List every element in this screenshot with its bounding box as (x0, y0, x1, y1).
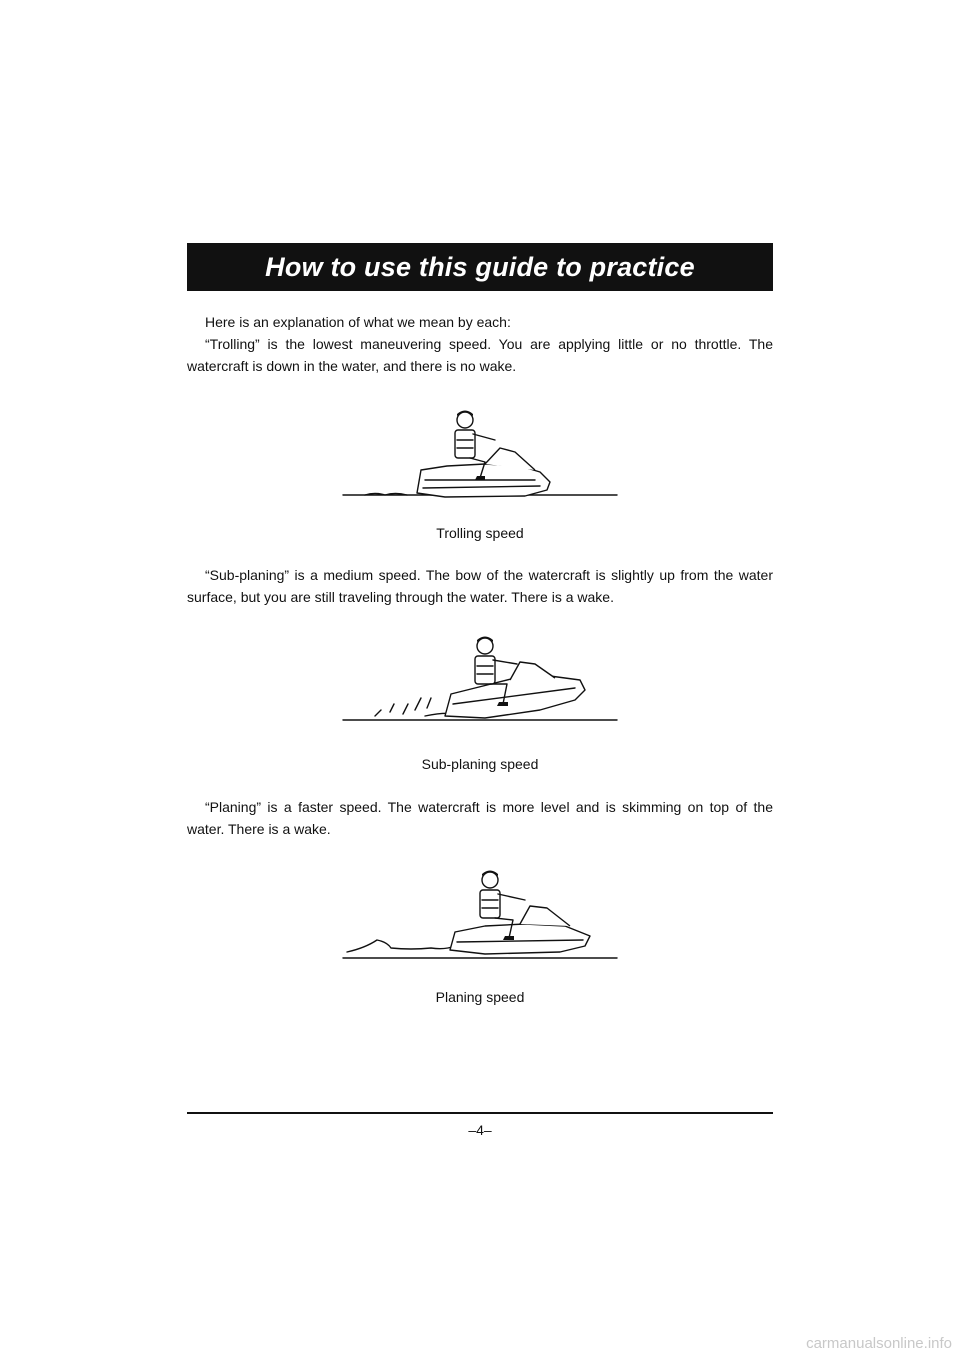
footer-rule (187, 1112, 773, 1114)
sub-planing-description: “Sub-planing” is a medium speed. The bow of the watercraft is slightly up from the water surface, but you are still traveling through the water. There is a wake. (187, 567, 773, 605)
intro-paragraph (187, 311, 773, 377)
trolling-description: “Trolling” is the lowest maneuvering speed. You are applying little or no throttle. The watercraft is down in the water, and there is no wake. (187, 336, 773, 374)
sub-planing-paragraph (187, 564, 773, 608)
trolling-caption: Trolling speed (436, 525, 524, 541)
planing-caption: Planing speed (435, 989, 525, 1005)
sub-planing-illustration (335, 628, 625, 728)
sub-planing-caption: Sub-planing speed (421, 756, 539, 772)
trolling-illustration (335, 400, 625, 510)
planing-paragraph (187, 796, 773, 840)
watermark: carmanualsonline.info (806, 1335, 952, 1352)
page-title: How to use this guide to practice (265, 251, 695, 282)
page-number: –4– (468, 1122, 492, 1138)
planing-illustration (335, 860, 625, 970)
intro-line: Here is an explanation of what we mean by each: (205, 314, 511, 330)
header-bar (187, 243, 773, 291)
planing-description: “Planing” is a faster speed. The watercraft is more level and is skimming on top of the water. There is a wake. (187, 799, 773, 837)
